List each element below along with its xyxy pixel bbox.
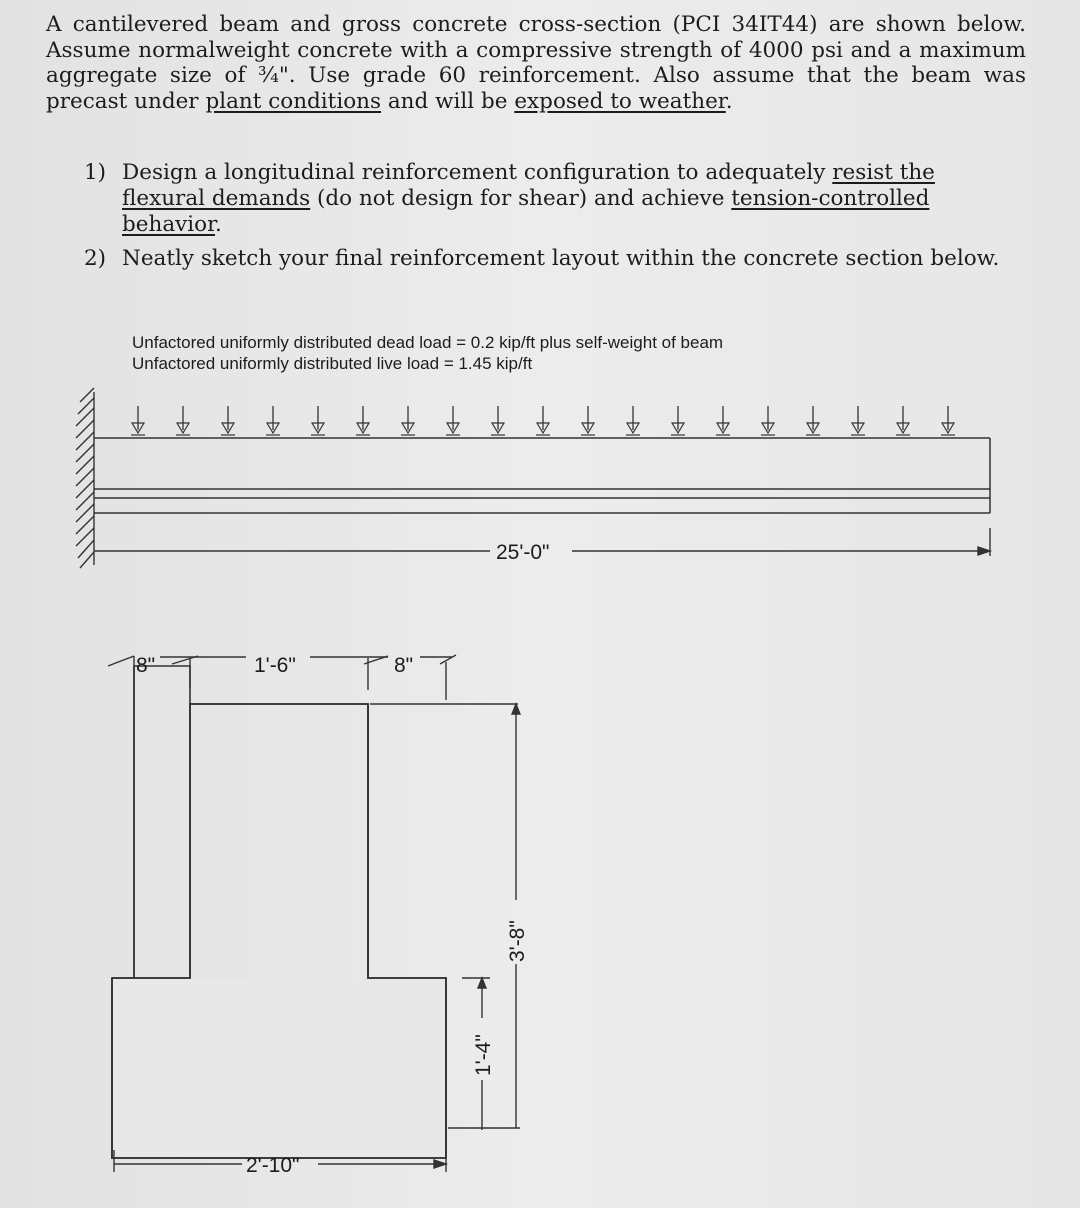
intro-underline-weather: exposed to weather [514,88,726,114]
question-2-text: Neatly sketch your final reinforcement layout within the concrete section below. [122,246,1000,271]
load-arrow [671,406,685,435]
section-ledge-fill [113,979,445,1157]
load-arrow [356,406,370,435]
span-label: 25'-0" [496,541,550,564]
load-arrow [851,406,865,435]
intro-text-c: . [725,88,733,114]
load-arrow [941,406,955,435]
load-arrow [131,406,145,435]
q1-underline-tension: tension-controlled behavior [122,186,930,237]
intro-text-a: A cantilevered beam and gross concrete cross-section (PCI 34IT44) are shown below. Assume normalweight concrete with a compressive strength of 4000 psi and a maximum aggregate size of ¾". Use grade 60 reinforcement. Also assume that the beam was precast under [46,12,1026,114]
distributed-load-arrows [131,406,955,435]
dim-total-height: 3'-8" [506,920,529,962]
load-arrow [221,406,235,435]
load-arrow [761,406,775,435]
load-arrow [401,406,415,435]
load-arrow [896,406,910,435]
dim-bottom-width: 2'-10" [246,1154,300,1177]
load-arrow [176,406,190,435]
load-arrow [446,406,460,435]
q1-text-c: . [215,212,222,237]
dim-web: 1'-6" [254,654,296,677]
fixed-support [76,388,94,568]
load-arrow [806,406,820,435]
load-arrow [311,406,325,435]
load-arrow [716,406,730,435]
question-2-number: 2) [84,246,107,271]
dim-left-ledge: 8" [136,654,156,677]
load-arrow [626,406,640,435]
intro-underline-plant: plant conditions [205,88,382,114]
load-arrow [581,406,595,435]
live-load-label: Unfactored uniformly distributed live load = 1.45 kip/ft [132,354,533,373]
q1-underline-flexural: resist the flexural demands [122,160,935,211]
dead-load-label: Unfactored uniformly distributed dead load = 0.2 kip/ft plus self-weight of beam [132,333,724,352]
load-arrow [491,406,505,435]
q1-text-b: (do not design for shear) and achieve [310,186,732,211]
dim-ledge-height: 1'-4" [472,1034,495,1076]
question-1-number: 1) [84,160,107,185]
load-arrow [266,406,280,435]
beam-elevation [94,438,990,513]
intro-text-b: and will be [381,88,515,114]
load-arrow [536,406,550,435]
dim-right-ledge: 8" [394,654,414,677]
q1-text-a: Design a longitudinal reinforcement configuration to adequately [122,160,833,185]
